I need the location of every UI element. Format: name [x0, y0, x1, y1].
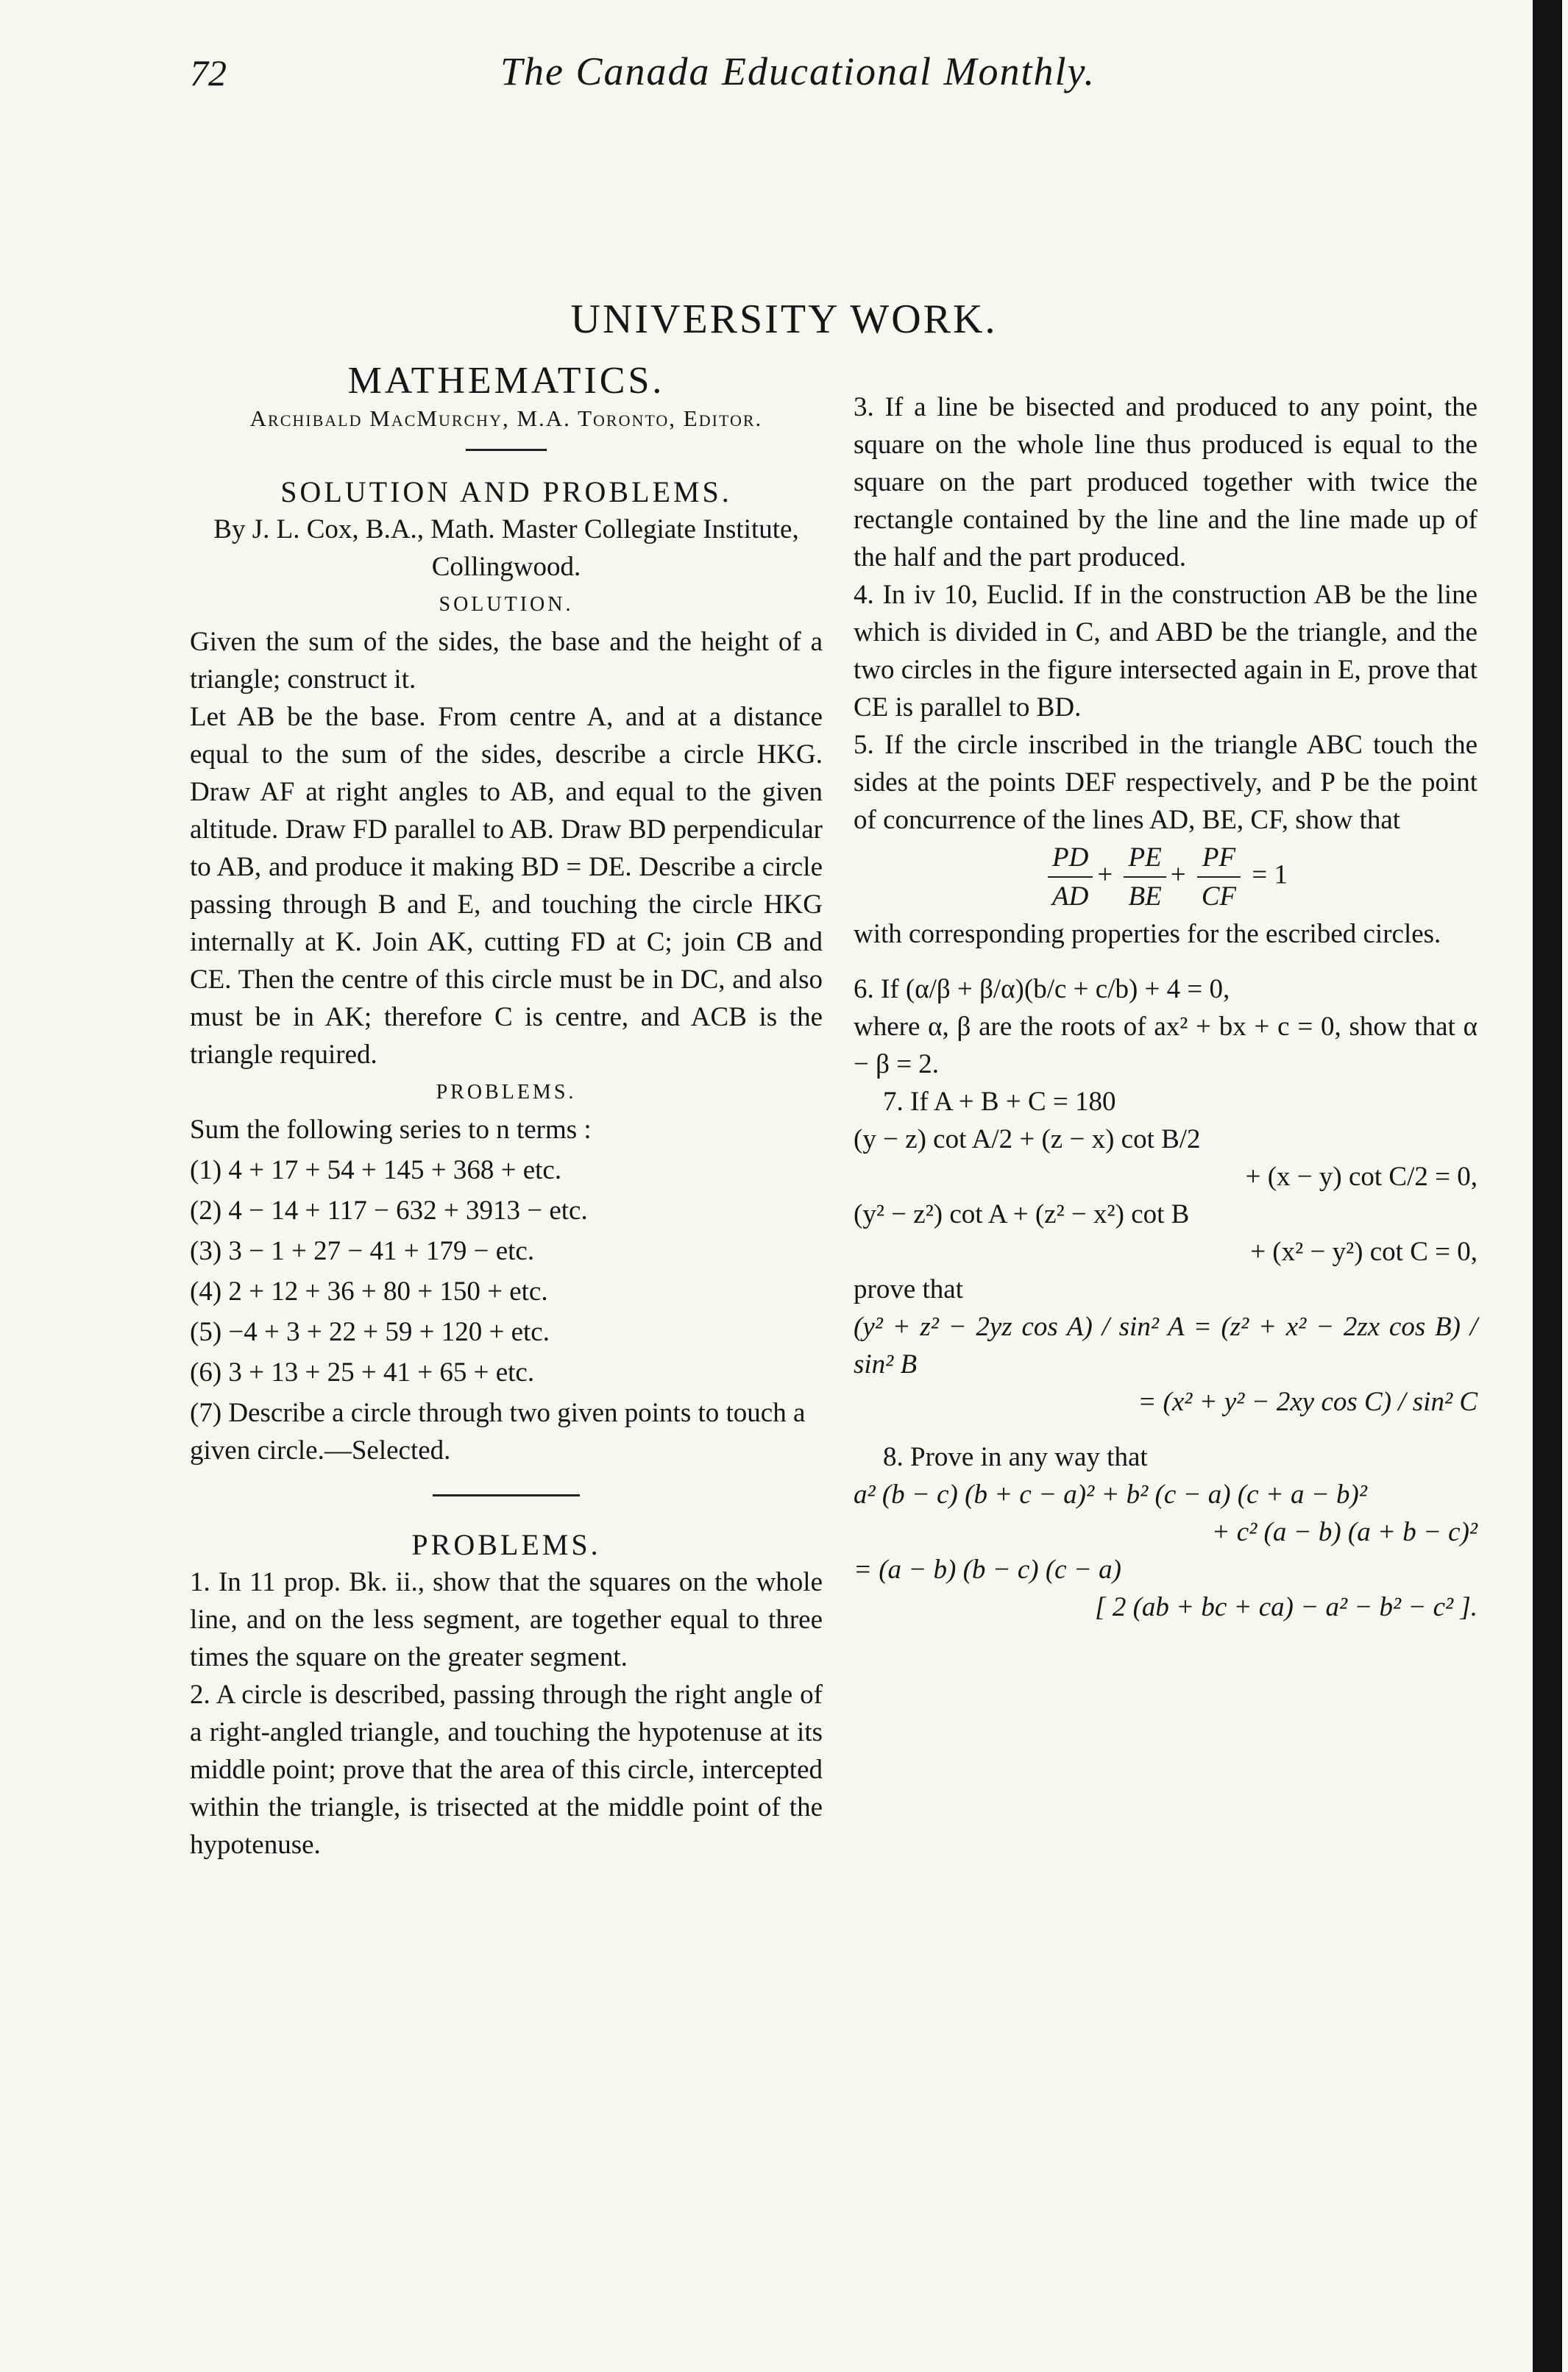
problem-3: 3. If a line be bisected and produced to any point, the square on the whole line thus produced is equal to the square on the part produced together with twice the rectangle contained by the line and the line made up of the half and the part produced. — [854, 392, 1477, 572]
problem-7-equation-2: (y² − z²) cot A + (z² − x²) cot B — [854, 1199, 1190, 1229]
problem-5-equation: $\frac{PD}{AD}$ + $\frac{PE}{BE}$ + $\frac{PF}{CF}$ = 1 — [854, 839, 1477, 915]
spacer — [854, 953, 1477, 970]
fraction-numerator: PF — [1197, 839, 1241, 878]
problem-7-equation-1: (y − z) cot A/2 + (z − x) cot B/2 — [854, 1124, 1201, 1154]
solution-and-problems-heading: SOLUTION AND PROBLEMS. — [280, 475, 732, 508]
solution-heading: SOLUTION. — [439, 593, 574, 616]
series-item: (1) 4 + 17 + 54 + 145 + 368 + etc. — [190, 1155, 562, 1185]
fraction-denominator: BE — [1128, 881, 1162, 912]
fraction-denominator: AD — [1052, 881, 1089, 912]
series-item: (3) 3 − 1 + 27 − 41 + 179 − etc. — [190, 1236, 535, 1266]
problems-heading: PROBLEMS. — [411, 1528, 601, 1561]
spacer — [854, 1421, 1477, 1438]
problem-5: 5. If the circle inscribed in the triangle ABC touch the sides at the points DEF respectively, and P be the point of concurrence of the lines AD, BE, CF, show that — [854, 730, 1477, 835]
problem-8-line-1: a² (b − c) (b + c − a)² + b² (c − a) (c + a − b)² — [854, 1480, 1367, 1510]
problems-heading-small: PROBLEMS. — [436, 1081, 577, 1104]
problem-1: 1. In 11 prop. Bk. ii., show that the squares on the whole line, and on the less segment, are together equal to three times the square on the greater segment. — [190, 1567, 823, 1672]
fraction — [1124, 839, 1166, 915]
fraction-numerator: PE — [1124, 839, 1166, 878]
series-item: (7) Describe a circle through two given points to touch a given circle.—Selected. — [190, 1398, 806, 1466]
problem-6-tail: where α, β are the roots of ax² + bx + c = 0, show that α − β = 2. — [854, 1012, 1477, 1079]
problem-6: 6. If (α/β + β/α)(b/c + c/b) + 4 = 0, — [854, 974, 1230, 1004]
problem-7-intro: 7. If A + B + C = 180 — [883, 1087, 1116, 1117]
series-list — [190, 1151, 823, 1469]
series-item: (5) −4 + 3 + 22 + 59 + 120 + etc. — [190, 1317, 550, 1347]
problem-8-intro: 8. Prove in any way that — [883, 1442, 1148, 1472]
fraction — [1048, 839, 1093, 915]
series-item: (6) 3 + 13 + 25 + 41 + 65 + etc. — [190, 1357, 535, 1388]
problem-7-equation-3b: = (x² + y² − 2xy cos C) / sin² C — [1138, 1387, 1477, 1417]
problem-7-equation-3: (y² + z² − 2yz cos A) / sin² A = (z² + x² − 2zx cos B) / sin² B — [854, 1312, 1477, 1379]
section-title: UNIVERSITY WORK. — [570, 296, 998, 342]
series-item: (2) 4 − 14 + 117 − 632 + 3913 − etc. — [190, 1196, 588, 1226]
problem-8-line-2: + c² (a − b) (a + b − c)² — [1211, 1517, 1477, 1547]
page-number: 72 — [190, 52, 227, 93]
problem-8-line-3: = (a − b) (b − c) (c − a) — [854, 1555, 1121, 1585]
right-column — [854, 388, 1477, 1626]
fraction-numerator: PD — [1048, 839, 1093, 878]
problem-2: 2. A circle is described, passing through the right angle of a right-angled triangle, and touching the hypotenuse at its middle point; prove that the area of this circle, intercepted within the triangle, is trisected at the middle point of the hypotenuse. — [190, 1680, 823, 1860]
fraction — [1197, 839, 1241, 915]
equation-rhs: = 1 — [1252, 859, 1288, 890]
mathematics-heading: MATHEMATICS. — [347, 360, 665, 402]
running-title: The Canada Educational Monthly. — [500, 49, 1096, 93]
series-intro: Sum the following series to n terms : — [190, 1115, 592, 1145]
solution-question: Given the sum of the sides, the base and the height of a triangle; construct it. — [190, 627, 823, 695]
problem-7-equation-2b: + (x² − y²) cot C = 0, — [1250, 1237, 1477, 1267]
problem-7-prove: prove that — [854, 1274, 963, 1304]
editor-line: Archibald MacMurchy, M.A. Toronto, Editor. — [249, 405, 763, 431]
left-column — [190, 362, 823, 1864]
problem-8-line-4: [ 2 (ab + bc + ca) − a² − b² − c² ]. — [1095, 1592, 1477, 1622]
problem-4: 4. In iv 10, Euclid. If in the construction AB be the line which is divided in C, and ABD be the triangle, and the two circles in the figure intersected again in E, prove that CE is parallel to BD. — [854, 580, 1477, 722]
series-item: (4) 2 + 12 + 36 + 80 + 150 + etc. — [190, 1276, 548, 1307]
fraction-denominator: CF — [1201, 881, 1237, 912]
problem-5-tail: with corresponding properties for the escribed circles. — [854, 919, 1441, 949]
page-edge-shadow — [1533, 0, 1562, 2372]
divider — [433, 1494, 580, 1496]
solution-text: Let AB be the base. From centre A, and at a distance equal to the sum of the sides, describe a circle HKG. Draw AF at right angles to AB, and equal to the given altitude. Draw FD parallel to AB. Draw BD perpendicular to AB, and produce it making BD = DE. Describe a circle passing through B and E, and touching the circle HKG internally at K. Join AK, cutting FD at C; join CB and CE. Then the centre of this circle must be in DC, and also must be in AK; therefore C is centre, and ACB is the triangle required. — [190, 702, 823, 1070]
divider — [466, 449, 547, 451]
byline: By J. L. Cox, B.A., Math. Master Collegiate Institute, Collingwood. — [213, 514, 799, 582]
problem-7-equation-1b: + (x − y) cot C/2 = 0, — [1245, 1162, 1477, 1192]
